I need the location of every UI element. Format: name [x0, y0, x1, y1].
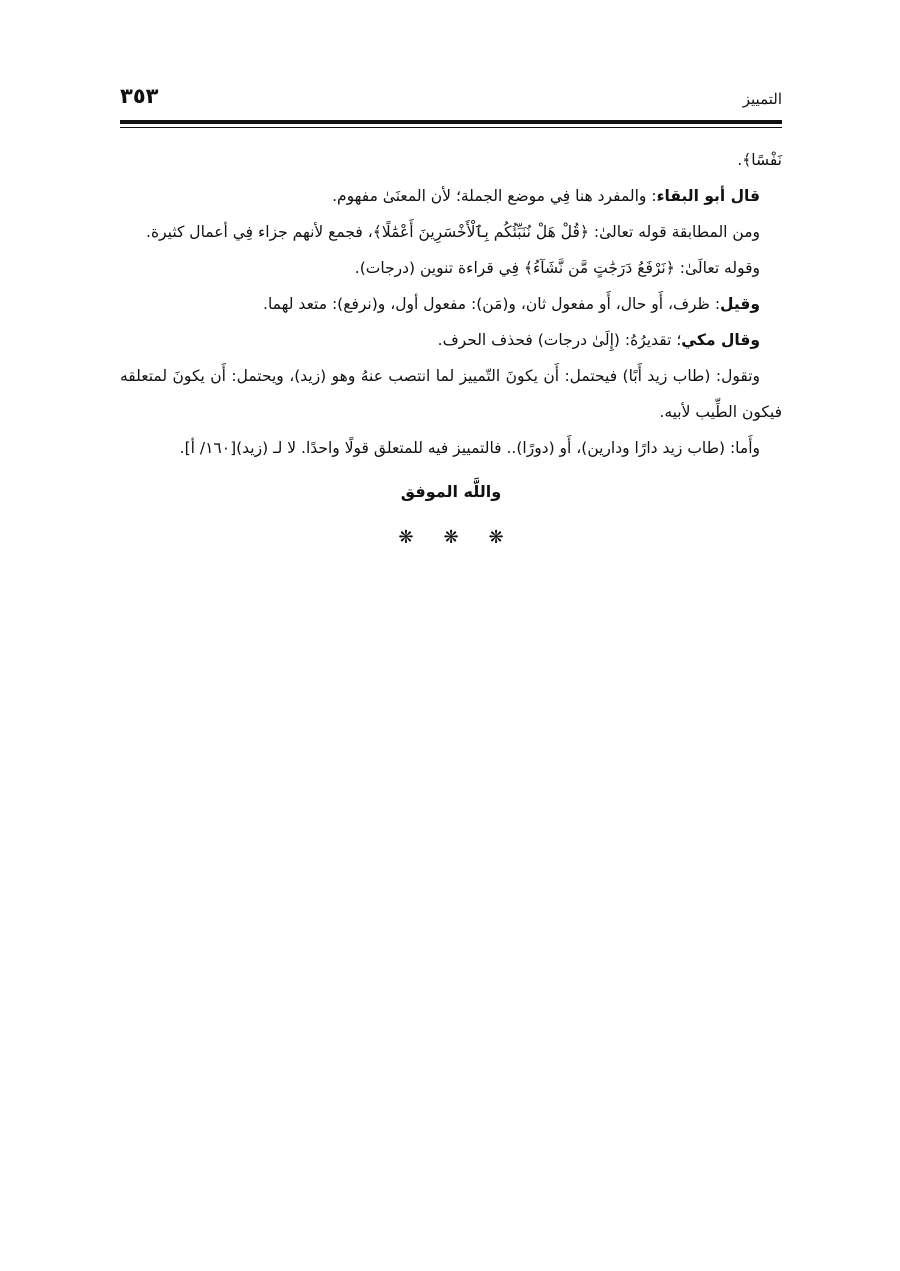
- header-rule-thick: [120, 120, 782, 124]
- paragraph: [120, 430, 782, 466]
- paragraph: [120, 250, 782, 286]
- body-text: [120, 142, 782, 556]
- star-ornament-icon: ❋: [443, 527, 459, 548]
- paragraph: [120, 178, 782, 214]
- paragraph: [120, 214, 782, 250]
- star-ornament-icon: ❋: [398, 527, 414, 548]
- star-ornament-icon: ❋: [488, 527, 504, 548]
- page-number: ٣٥٣: [120, 84, 159, 108]
- paragraph-lead: وقيل: [720, 295, 760, 313]
- paragraph: [120, 142, 782, 178]
- header-rule-thin: [120, 127, 782, 128]
- closing-line: واللَّه الموفق: [400, 482, 502, 501]
- paragraph: [120, 286, 782, 322]
- page-header: [120, 80, 782, 114]
- paragraph-text: ؛ تقديرُهُ: (إِلَىٰ درجات) فحذف الحرف.: [437, 331, 682, 349]
- running-title: التمييز: [742, 90, 782, 108]
- paragraph: [120, 322, 782, 358]
- paragraph-text: نَفْسًا﴾.: [737, 151, 782, 169]
- paragraph-text: ومن المطابقة قوله تعالىٰ: ﴿قُلْ هَلْ نُنَبِّئُكُم بِٱلْأَخْسَرِينَ أَعْمَٰلًا﴾، فجمع لأنهم جزاء فِي أعمال كثيرة.: [146, 223, 760, 241]
- paragraph: [120, 358, 782, 430]
- paragraph-text: وقوله تعالَىٰ: ﴿نَرْفَعُ دَرَجَٰتٍ مَّن نَّشَآءُ﴾ فِي قراءة تنوين (درجات).: [354, 259, 760, 277]
- section-end-ornament: [120, 520, 782, 556]
- paragraph-lead: وقال مكي: [681, 331, 760, 349]
- page: [120, 80, 782, 556]
- paragraph-lead: قال أبو البقاء: [656, 187, 760, 205]
- paragraph-text: وأَما: (طاب زيد دارًا ودارين)، أَو (دورًا).. فالتمييز فيه للمتعلق قولًا واحدًا. لا لـ (زيد)[١٦٠/ أ].: [179, 439, 760, 457]
- paragraph-text: : ظرف، أَو حال، أَو مفعول ثان، و(مَن): مفعول أول، و(نرفع): متعد لهما.: [263, 295, 721, 313]
- paragraph-text: وتقول: (طاب زيد أَبًا) فيحتمل: أَن يكونَ التّمييز لما انتصب عنهُ وهو (زيد)، ويحتمل: أَن يكونَ لمتعلقه فيكون الطِّيب لأبيه.: [120, 367, 782, 421]
- paragraph-text: : والمفرد هنا فِي موضع الجملة؛ لأن المعنَىٰ مفهوم.: [332, 187, 657, 205]
